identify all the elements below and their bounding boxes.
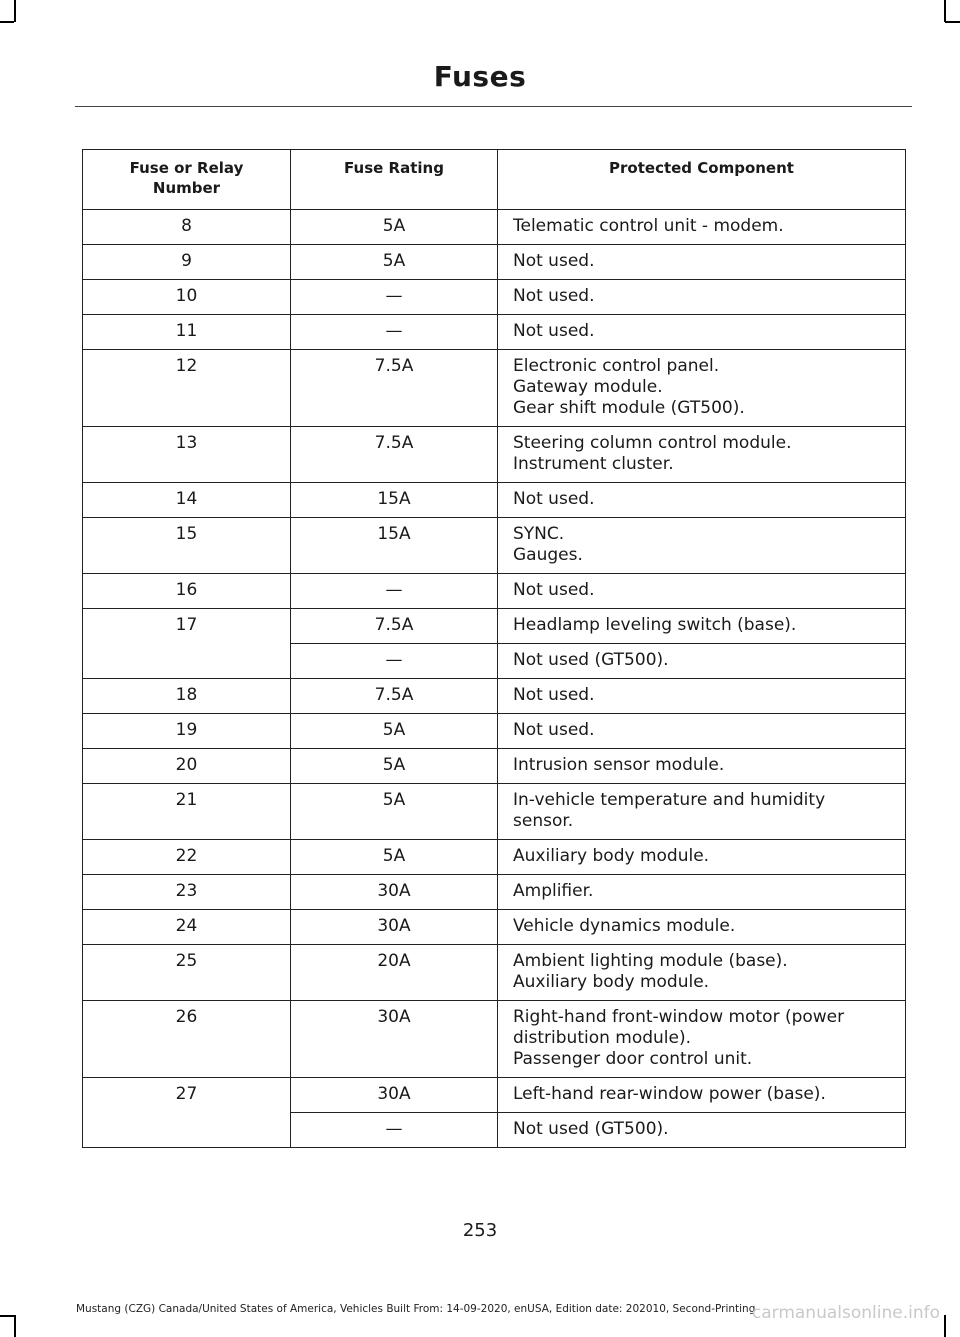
component-line: Left-hand rear-window power (base). [513, 1084, 826, 1104]
component-line: Not used. [513, 720, 595, 740]
column-header-fuse-rating: Fuse Rating [291, 150, 498, 210]
table-row [83, 210, 906, 245]
crop-mark [945, 21, 960, 23]
component-line: Instrument cluster. [513, 454, 674, 474]
watermark: carmanualsonline.info [751, 1303, 940, 1323]
fuse-rating-cell: — [291, 315, 498, 350]
component-line: Intrusion sensor module. [513, 755, 725, 775]
component-line: Not used. [513, 580, 595, 600]
component-line: Auxiliary body module. [513, 846, 710, 866]
table-row [83, 315, 906, 350]
fuse-number-cell: 15 [83, 518, 291, 574]
fuse-number-cell: 17 [83, 609, 291, 679]
table-row [83, 609, 906, 644]
footer-text: Mustang (CZG) Canada/United States of America, Vehicles Built From: 14-09-2020, enUSA, Edition date: 202010, Second-Printing [76, 1303, 756, 1315]
fuse-number-cell: 8 [83, 210, 291, 245]
protected-component-cell [498, 609, 906, 644]
component-line: distribution module). [513, 1028, 692, 1048]
crop-mark [14, 0, 16, 22]
fuse-rating-cell: 5A [291, 245, 498, 280]
fuse-rating-cell: 5A [291, 714, 498, 749]
fuse-rating-cell: 30A [291, 910, 498, 945]
fuse-rating-cell: — [291, 574, 498, 609]
component-line: Gateway module. [513, 377, 663, 397]
component-line: Passenger door control unit. [513, 1049, 753, 1069]
crop-mark [14, 1315, 16, 1337]
protected-component-cell [498, 574, 906, 609]
fuse-rating-cell: 15A [291, 518, 498, 574]
crop-mark [944, 0, 946, 22]
component-line: Vehicle dynamics module. [513, 916, 736, 936]
table-row [83, 784, 906, 840]
fuse-rating-cell: 7.5A [291, 427, 498, 483]
table-row [83, 245, 906, 280]
fuse-number-cell: 12 [83, 350, 291, 427]
crop-mark [0, 1315, 14, 1317]
fuse-number-cell: 11 [83, 315, 291, 350]
fuse-number-cell: 21 [83, 784, 291, 840]
fuse-rating-cell: — [291, 280, 498, 315]
fuse-number-cell: 14 [83, 483, 291, 518]
protected-component-cell [498, 840, 906, 875]
component-line: Not used. [513, 489, 595, 509]
crop-mark [0, 21, 14, 23]
table-row [83, 910, 906, 945]
table-row [83, 875, 906, 910]
component-line: Not used. [513, 251, 595, 271]
protected-component-cell [498, 210, 906, 245]
protected-component-cell [498, 644, 906, 679]
component-line: Amplifier. [513, 881, 594, 901]
protected-component-cell [498, 427, 906, 483]
protected-component-cell [498, 784, 906, 840]
component-line: Gear shift module (GT500). [513, 398, 745, 418]
fuse-table [82, 149, 906, 1148]
fuse-rating-cell: 5A [291, 210, 498, 245]
page-title: Fuses [433, 60, 527, 93]
table-row [83, 1001, 906, 1078]
fuse-rating-cell: 5A [291, 784, 498, 840]
protected-component-cell [498, 749, 906, 784]
fuse-number-cell: 13 [83, 427, 291, 483]
fuse-number-cell: 16 [83, 574, 291, 609]
table-row [83, 427, 906, 483]
protected-component-cell [498, 518, 906, 574]
protected-component-cell [498, 245, 906, 280]
component-line: Not used (GT500). [513, 650, 669, 670]
fuse-rating-cell: 7.5A [291, 679, 498, 714]
table-row [83, 483, 906, 518]
component-line: Telematic control unit - modem. [513, 216, 784, 236]
fuse-rating-cell: 20A [291, 945, 498, 1001]
component-line: Not used (GT500). [513, 1119, 669, 1139]
column-header-fuse-number: Fuse or Relay Number [83, 150, 291, 210]
table-header-row [83, 150, 906, 210]
fuse-rating-cell: 30A [291, 1001, 498, 1078]
component-line: Right-hand front-window motor (power [513, 1007, 845, 1027]
component-line: In-vehicle temperature and humidity [513, 790, 826, 810]
table-row [83, 1078, 906, 1113]
crop-mark [944, 1315, 946, 1337]
fuse-rating-cell: 7.5A [291, 609, 498, 644]
protected-component-cell [498, 945, 906, 1001]
component-line: Auxiliary body module. [513, 972, 710, 992]
fuse-table-body [83, 210, 906, 1148]
component-line: Not used. [513, 685, 595, 705]
fuse-number-cell: 26 [83, 1001, 291, 1078]
fuse-rating-cell: 5A [291, 749, 498, 784]
fuse-number-cell: 25 [83, 945, 291, 1001]
table-row [83, 280, 906, 315]
protected-component-cell [498, 280, 906, 315]
table-row [83, 679, 906, 714]
component-line: Ambient lighting module (base). [513, 951, 788, 971]
fuse-rating-cell: 5A [291, 840, 498, 875]
column-header-protected-component: Protected Component [498, 150, 906, 210]
fuse-rating-cell: — [291, 1113, 498, 1148]
protected-component-cell [498, 679, 906, 714]
fuse-number-cell: 19 [83, 714, 291, 749]
header-rule [75, 106, 912, 107]
table-row [83, 945, 906, 1001]
fuse-number-cell: 23 [83, 875, 291, 910]
fuse-rating-cell: 30A [291, 875, 498, 910]
fuse-number-cell: 27 [83, 1078, 291, 1148]
fuse-rating-cell: — [291, 644, 498, 679]
protected-component-cell [498, 483, 906, 518]
table-row [83, 518, 906, 574]
fuse-rating-cell: 30A [291, 1078, 498, 1113]
component-line: SYNC. [513, 524, 565, 544]
protected-component-cell [498, 714, 906, 749]
table-row [83, 714, 906, 749]
protected-component-cell [498, 350, 906, 427]
protected-component-cell [498, 875, 906, 910]
component-line: Steering column control module. [513, 433, 792, 453]
component-line: Headlamp leveling switch (base). [513, 615, 797, 635]
fuse-number-cell: 22 [83, 840, 291, 875]
protected-component-cell [498, 1001, 906, 1078]
component-line: Electronic control panel. [513, 356, 720, 376]
fuse-number-cell: 24 [83, 910, 291, 945]
table-row [83, 574, 906, 609]
fuse-number-cell: 18 [83, 679, 291, 714]
table-row [83, 749, 906, 784]
protected-component-cell [498, 315, 906, 350]
protected-component-cell [498, 910, 906, 945]
component-line: Not used. [513, 321, 595, 341]
component-line: Not used. [513, 286, 595, 306]
fuse-rating-cell: 7.5A [291, 350, 498, 427]
fuse-number-cell: 10 [83, 280, 291, 315]
protected-component-cell [498, 1078, 906, 1113]
fuse-rating-cell: 15A [291, 483, 498, 518]
table-row [83, 350, 906, 427]
component-line: sensor. [513, 811, 574, 831]
page-number: 253 [462, 1220, 498, 1241]
fuse-number-cell: 9 [83, 245, 291, 280]
fuse-number-cell: 20 [83, 749, 291, 784]
component-line: Gauges. [513, 545, 583, 565]
table-row [83, 840, 906, 875]
protected-component-cell [498, 1113, 906, 1148]
